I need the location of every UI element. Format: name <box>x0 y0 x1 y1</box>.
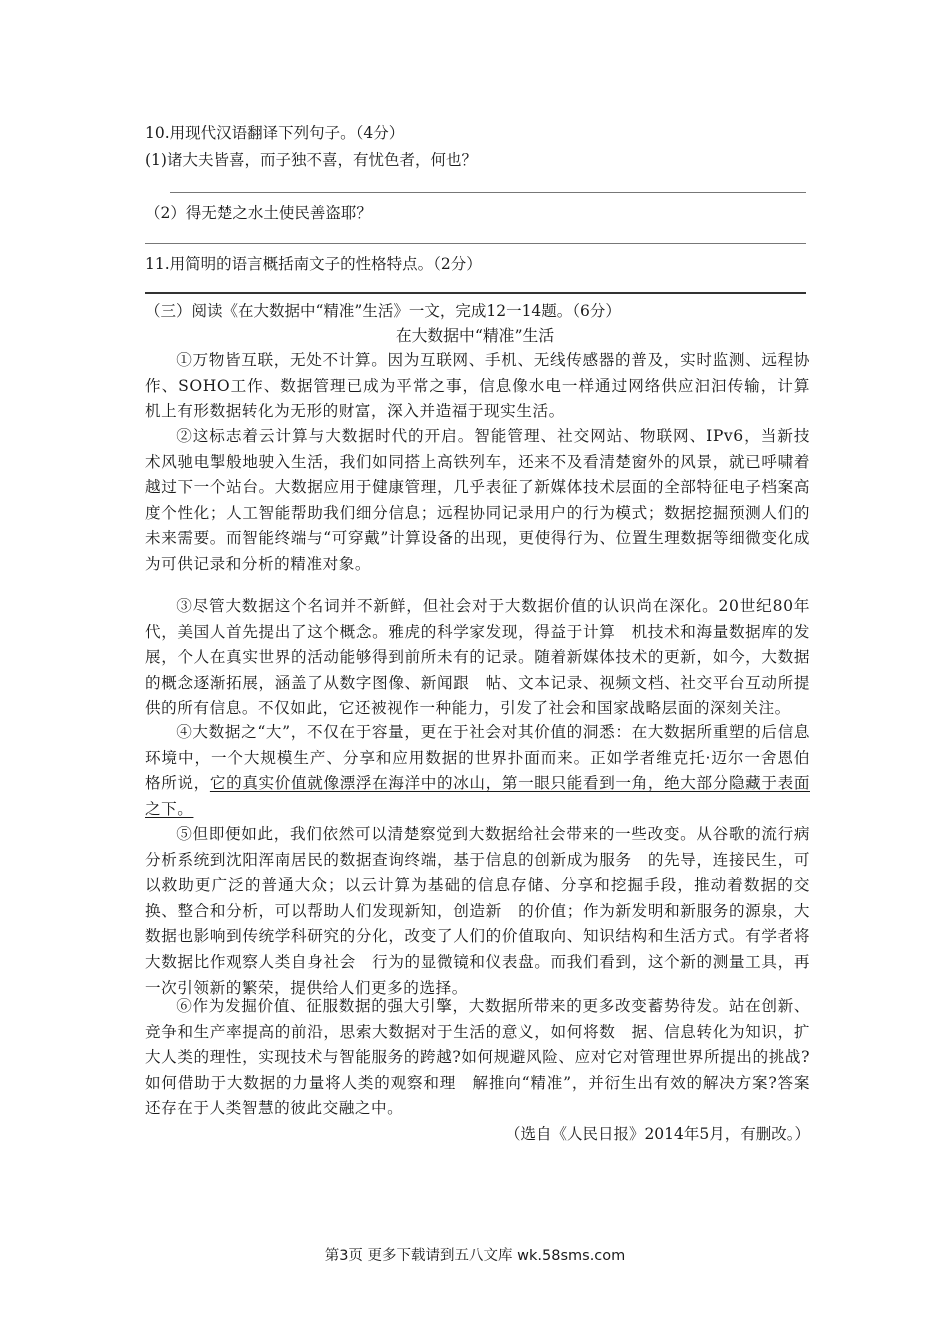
article-title: 在大数据中“精准”生活 <box>395 326 555 345</box>
paragraph-3: ③尽管大数据这个名词并不新鲜，但社会对于大数据价值的认识尚在深化。20世纪80年代，美国人首先提出了这个概念。雅虎的科学家发现，得益于计算 机技术和海量数据库的发展，个人在真实世界的活动能够得到前所未有的记录。随着新媒体技术的更新，如今，大数据的概念逐渐拓展，涵盖了从数字图像、新闻跟 帖、文本记录、视频文档、社交平台互动所提供的所有信息。不仅如此，它还被视作一种能力，引发了社会和国家战略层面的深刻关注。 <box>145 597 810 718</box>
answer-line <box>145 292 806 294</box>
page-footer: 第3页 更多下载请到五八文库 wk.58sms.com <box>324 1248 626 1264</box>
paragraph-4-text: ④大数据之“大”，不仅在于容量，更在于社会对其价值的洞悉：在大数据所重塑的后信息环境中，一个大规模生产、分享和应用数据的世界扑面而来。正如学者维克托·迈尔一舍恩伯格所说， <box>145 723 810 793</box>
paragraph-4 <box>145 720 810 822</box>
paragraph-1: ①万物皆互联，无处不计算。因为互联网、手机、无线传感器的普及，实时监测、远程协作、SOHO工作、数据管理已成为平常之事，信息像水电一样通过网络供应汩汩传输，计算机上有形数据转化为无形的财富，深入并造福于现实生活。 <box>145 351 810 421</box>
paragraph-5: ⑤但即便如此，我们依然可以清楚察觉到大数据给社会带来的一些改变。从谷歌的流行病分析系统到沈阳浑南居民的数据查询终端，基于信息的创新成为服务 的先导，连接民生，可以救助更广泛的普通大众；以云计算为基础的信息存储、分享和挖掘手段，推动着数据的交换、整合和分析，可以帮助人们发现新知，创造新 的价值；作为新发明和新服务的源泉，大数据也影响到传统学科研究的分化，改变了人们的价值取向、知识结构和生活方式。有学者将大数据比作观察人类自身社会 行为的显微镜和仪表盘。而我们看到，这个新的测量工具，再一次引领新的繁荣，提供给人们更多的选择。 <box>145 825 810 997</box>
section-instruction: （三）阅读《在大数据中“精准”生活》一文，完成12一14题。（6分） <box>145 302 621 320</box>
paragraph-6: ⑥作为发掘价值、征服数据的强大引擎，大数据所带来的更多改变蓄势待发。站在创新、竞争和生产率提高的前沿，思索大数据对于生活的意义，如何将数 据、信息转化为知识，扩大人类的理性，实现技术与智能服务的跨越?如何规避风险、应对它对管理世界所提出的挑战?如何借助于大数据的力量将人类的观察和理 解推向“精准”，并衍生出有效的解决方案?答案还存在于人类智慧的彼此交融之中。 <box>145 997 810 1118</box>
answer-line <box>170 192 806 193</box>
q10-sentence-1: (1)诸大夫皆喜，而子独不喜，有忧色者，何也？ <box>145 151 477 169</box>
answer-line <box>145 243 806 244</box>
underlined-sentence: 它的真实价值就像漂浮在海洋中的冰山，第一眼只能看到一角，绝大部分隐藏于表面之下。 <box>145 774 810 818</box>
article-source: （选自《人民日报》2014年5月，有删改。） <box>504 1125 810 1143</box>
paragraph-2: ②这标志着云计算与大数据时代的开启。智能管理、社交网站、物联网、IPv6，当新技术风驰电掣般地驶入生活，我们如同搭上高铁列车，还来不及看清楚窗外的风景，就已呼啸着越过下一个站台。大数据应用于健康管理，几乎表征了新媒体技术层面的全部特征电子档案高度个性化；人工智能帮助我们细分信息；远程协同记录用户的行为模式；数据挖掘预测人们的未来需要。而智能终端与“可穿戴”计算设备的出现，更使得行为、位置生理数据等细微变化成为可供记录和分析的精准对象。 <box>145 427 810 573</box>
q10-prompt: 10.用现代汉语翻译下列句子。（4分） <box>145 124 405 142</box>
q10-sentence-2: （2）得无楚之水土使民善盗耶？ <box>145 204 372 222</box>
q11-prompt: 11.用简明的语言概括南文子的性格特点。（2分） <box>145 255 482 273</box>
